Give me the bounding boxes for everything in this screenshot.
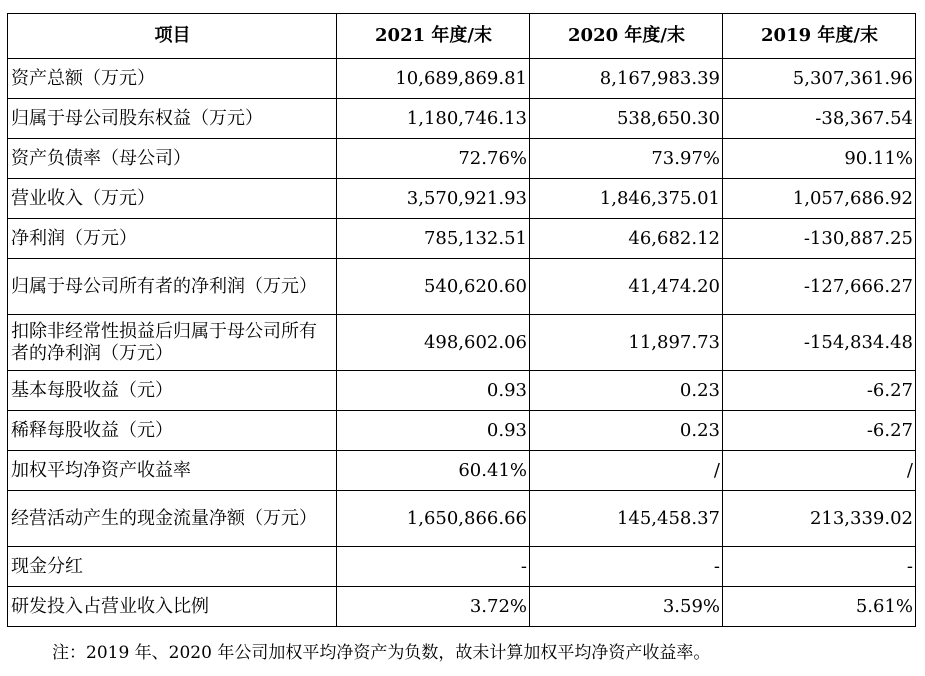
row-label: 加权平均净资产收益率	[8, 451, 337, 491]
footnote: 注：2019 年、2020 年公司加权平均净资产为负数，故未计算加权平均净资产收益率。	[52, 643, 711, 663]
table-row	[8, 219, 916, 259]
table-row	[8, 547, 916, 587]
value-2021: 60.41%	[337, 451, 530, 491]
row-label: 归属于母公司股东权益（万元）	[8, 99, 337, 139]
value-2021: 72.76%	[337, 139, 530, 179]
table-row	[8, 99, 916, 139]
row-label: 资产总额（万元）	[8, 59, 337, 99]
value-2020: 73.97%	[530, 139, 723, 179]
value-2021: -	[337, 547, 530, 587]
table-row	[8, 371, 916, 411]
value-2020: 0.23	[530, 371, 723, 411]
value-2021: 785,132.51	[337, 219, 530, 259]
row-label: 营业收入（万元）	[8, 179, 337, 219]
value-2021: 0.93	[337, 411, 530, 451]
table-row	[8, 451, 916, 491]
value-2019: -154,834.48	[723, 315, 916, 371]
value-2020: 1,846,375.01	[530, 179, 723, 219]
value-2020: 11,897.73	[530, 315, 723, 371]
row-label: 现金分红	[8, 547, 337, 587]
row-label: 研发投入占营业收入比例	[8, 587, 337, 627]
table-header-row	[8, 14, 916, 59]
table-row	[8, 587, 916, 627]
table-row	[8, 411, 916, 451]
table-row	[8, 139, 916, 179]
value-2020: 0.23	[530, 411, 723, 451]
value-2020: 41,474.20	[530, 259, 723, 315]
value-2019: 90.11%	[723, 139, 916, 179]
value-2019: 5,307,361.96	[723, 59, 916, 99]
value-2020: /	[530, 451, 723, 491]
value-2021: 10,689,869.81	[337, 59, 530, 99]
value-2019: /	[723, 451, 916, 491]
table-row	[8, 179, 916, 219]
row-label: 归属于母公司所有者的净利润（万元）	[8, 259, 337, 315]
value-2019: -38,367.54	[723, 99, 916, 139]
value-2021: 3,570,921.93	[337, 179, 530, 219]
row-label: 稀释每股收益（元）	[8, 411, 337, 451]
value-2021: 498,602.06	[337, 315, 530, 371]
value-2020: 3.59%	[530, 587, 723, 627]
value-2021: 1,180,746.13	[337, 99, 530, 139]
value-2021: 540,620.60	[337, 259, 530, 315]
table-row	[8, 315, 916, 371]
value-2020: 8,167,983.39	[530, 59, 723, 99]
value-2020: 538,650.30	[530, 99, 723, 139]
value-2019: -6.27	[723, 371, 916, 411]
row-label: 净利润（万元）	[8, 219, 337, 259]
value-2019: 1,057,686.92	[723, 179, 916, 219]
table-row	[8, 259, 916, 315]
value-2019: 5.61%	[723, 587, 916, 627]
value-2019: 213,339.02	[723, 491, 916, 547]
row-label: 基本每股收益（元）	[8, 371, 337, 411]
value-2020: 46,682.12	[530, 219, 723, 259]
table-row	[8, 59, 916, 99]
table-row	[8, 491, 916, 547]
financial-indicators-table	[7, 13, 916, 627]
header-2020: 2020 年度/末	[530, 14, 723, 59]
value-2021: 1,650,866.66	[337, 491, 530, 547]
header-2021: 2021 年度/末	[337, 14, 530, 59]
row-label: 资产负债率（母公司）	[8, 139, 337, 179]
value-2019: -6.27	[723, 411, 916, 451]
value-2019: -127,666.27	[723, 259, 916, 315]
value-2021: 3.72%	[337, 587, 530, 627]
value-2021: 0.93	[337, 371, 530, 411]
row-label: 扣除非经常性损益后归属于母公司所有者的净利润（万元）	[8, 315, 337, 371]
value-2020: -	[530, 547, 723, 587]
header-item: 项目	[8, 14, 337, 59]
row-label: 经营活动产生的现金流量净额（万元）	[8, 491, 337, 547]
value-2019: -	[723, 547, 916, 587]
value-2019: -130,887.25	[723, 219, 916, 259]
value-2020: 145,458.37	[530, 491, 723, 547]
header-2019: 2019 年度/末	[723, 14, 916, 59]
